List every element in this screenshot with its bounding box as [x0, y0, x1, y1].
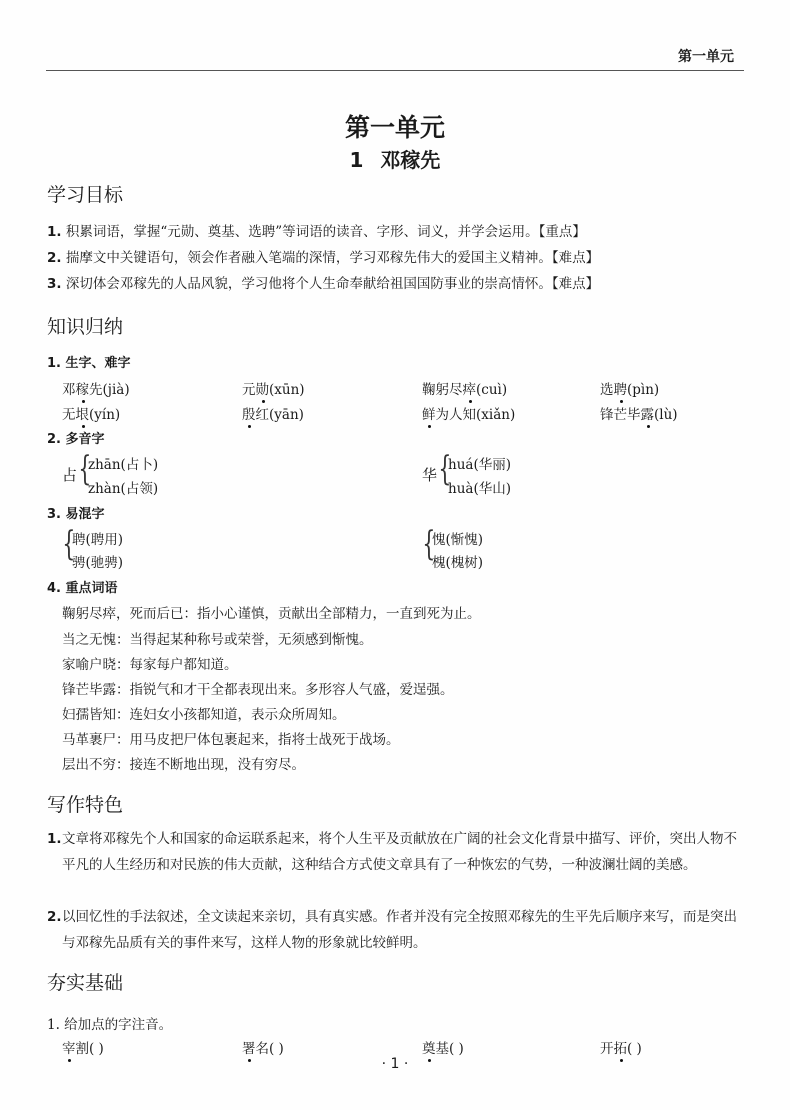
vocab-item: 妇孺皆知：连妇女小孩都知道，表示众所周知。: [62, 707, 346, 723]
vocab-heading: 4. 重点词语: [47, 581, 118, 596]
char-item: 鞠躬尽瘁(cuì): [422, 382, 508, 398]
char-item: 殷红(yān): [242, 407, 304, 423]
section-title-basics: 夯实基础: [47, 972, 124, 994]
polyphone-char: 占: [62, 466, 78, 484]
polyphone-reading: zhān(占卜): [88, 457, 159, 473]
writing-num: 1.: [47, 831, 62, 847]
pinyin-blank[interactable]: 署名( ): [242, 1041, 284, 1057]
unit-title: 第一单元: [344, 113, 445, 142]
writing-item-2: [47, 904, 742, 956]
confusable-item: 骋(驰骋): [72, 555, 124, 571]
goal-num: 3.: [47, 276, 62, 292]
goal-item-1: [47, 220, 586, 240]
goal-text: 积累词语，掌握“元勋、奠基、选聘”等词语的读音、字形、词义，并学会运用。【重点】: [65, 224, 586, 240]
running-header: 第一单元: [678, 49, 734, 65]
section-title-goals: 学习目标: [47, 184, 124, 206]
section-title-knowledge: 知识归纳: [47, 316, 124, 338]
goal-text: 深切体会邓稼先的人品风貌，学习他将个人生命奉献给祖国国防事业的崇高情怀。【难点】: [65, 276, 600, 292]
writing-item-1: [47, 826, 742, 878]
char-item: 选聘(pìn): [600, 382, 660, 398]
confusable-item: 槐(槐树): [432, 555, 484, 571]
lesson-title: 1 邓稼先: [349, 148, 441, 172]
left-brace: {: [422, 524, 436, 564]
section-title-writing: 写作特色: [47, 794, 124, 816]
vocab-item: 鞠躬尽瘁，死而后已：指小心谨慎，贡献出全部精力，一直到死为止。: [62, 606, 481, 622]
char-item: 无垠(yín): [62, 407, 121, 423]
vocab-item: 层出不穷：接连不断地出现，没有穷尽。: [62, 757, 305, 773]
polyphone-heading: 2. 多音字: [47, 432, 105, 447]
writing-text: 文章将邓稼先个人和国家的命运联系起来，将个人生平及贡献放在广阔的社会文化背景中描写、评价，突出人物不平凡的人生经历和对民族的伟大贡献，这种结合方式使文章具有了一种恢宏的气势，一种波澜壮阔的美感。: [62, 831, 737, 873]
left-brace: {: [62, 524, 76, 564]
char-item: 锋芒毕露(lù): [600, 407, 678, 423]
polyphone-reading: zhàn(占领): [88, 481, 159, 497]
goal-num: 2.: [47, 250, 62, 266]
vocab-item: 家喻户晓：每家每户都知道。: [62, 657, 238, 673]
question-1: 1. 给加点的字注音。: [47, 1017, 173, 1033]
polyphone-char: 华: [422, 466, 438, 484]
goal-item-3: [47, 272, 599, 292]
chars-heading: 1. 生字、难字: [47, 356, 131, 371]
vocab-item: 锋芒毕露：指锐气和才干全都表现出来。多形容人气盛，爱逞强。: [62, 682, 454, 698]
pinyin-blank[interactable]: 奠基( ): [422, 1041, 464, 1057]
char-item: 元勋(xūn): [242, 382, 305, 398]
vocab-item: 马革裹尸：用马皮把尸体包裹起来，指将士战死于战场。: [62, 732, 400, 748]
left-brace: {: [78, 449, 92, 489]
confusable-item: 聘(聘用): [72, 532, 124, 548]
header-rule: [46, 70, 744, 71]
polyphone-reading: huá(华丽): [448, 457, 511, 473]
confusable-item: 愧(惭愧): [432, 532, 484, 548]
char-item: 邓稼先(jià): [62, 382, 130, 398]
writing-num: 2.: [47, 909, 62, 925]
polyphone-reading: huà(华山): [448, 481, 511, 497]
page-number: · 1 ·: [381, 1056, 409, 1072]
pinyin-blank[interactable]: 宰割( ): [62, 1041, 104, 1057]
writing-text: 以回忆性的手法叙述，全文读起来亲切，具有真实感。作者并没有完全按照邓稼先的生平先后顺序来写，而是突出与邓稼先品质有关的事件来写，这样人物的形象就比较鲜明。: [62, 909, 737, 951]
left-brace: {: [438, 449, 452, 489]
goal-num: 1.: [47, 224, 62, 240]
char-item: 鲜为人知(xiǎn): [422, 407, 516, 423]
vocab-item: 当之无愧：当得起某种称号或荣誉，无须感到惭愧。: [62, 632, 373, 648]
goal-text: 揣摩文中关键语句，领会作者融入笔端的深情，学习邓稼先伟大的爱国主义精神。【难点】: [65, 250, 600, 266]
confusable-heading: 3. 易混字: [47, 507, 105, 522]
goal-item-2: [47, 246, 599, 266]
pinyin-blank[interactable]: 开拓( ): [600, 1041, 642, 1057]
